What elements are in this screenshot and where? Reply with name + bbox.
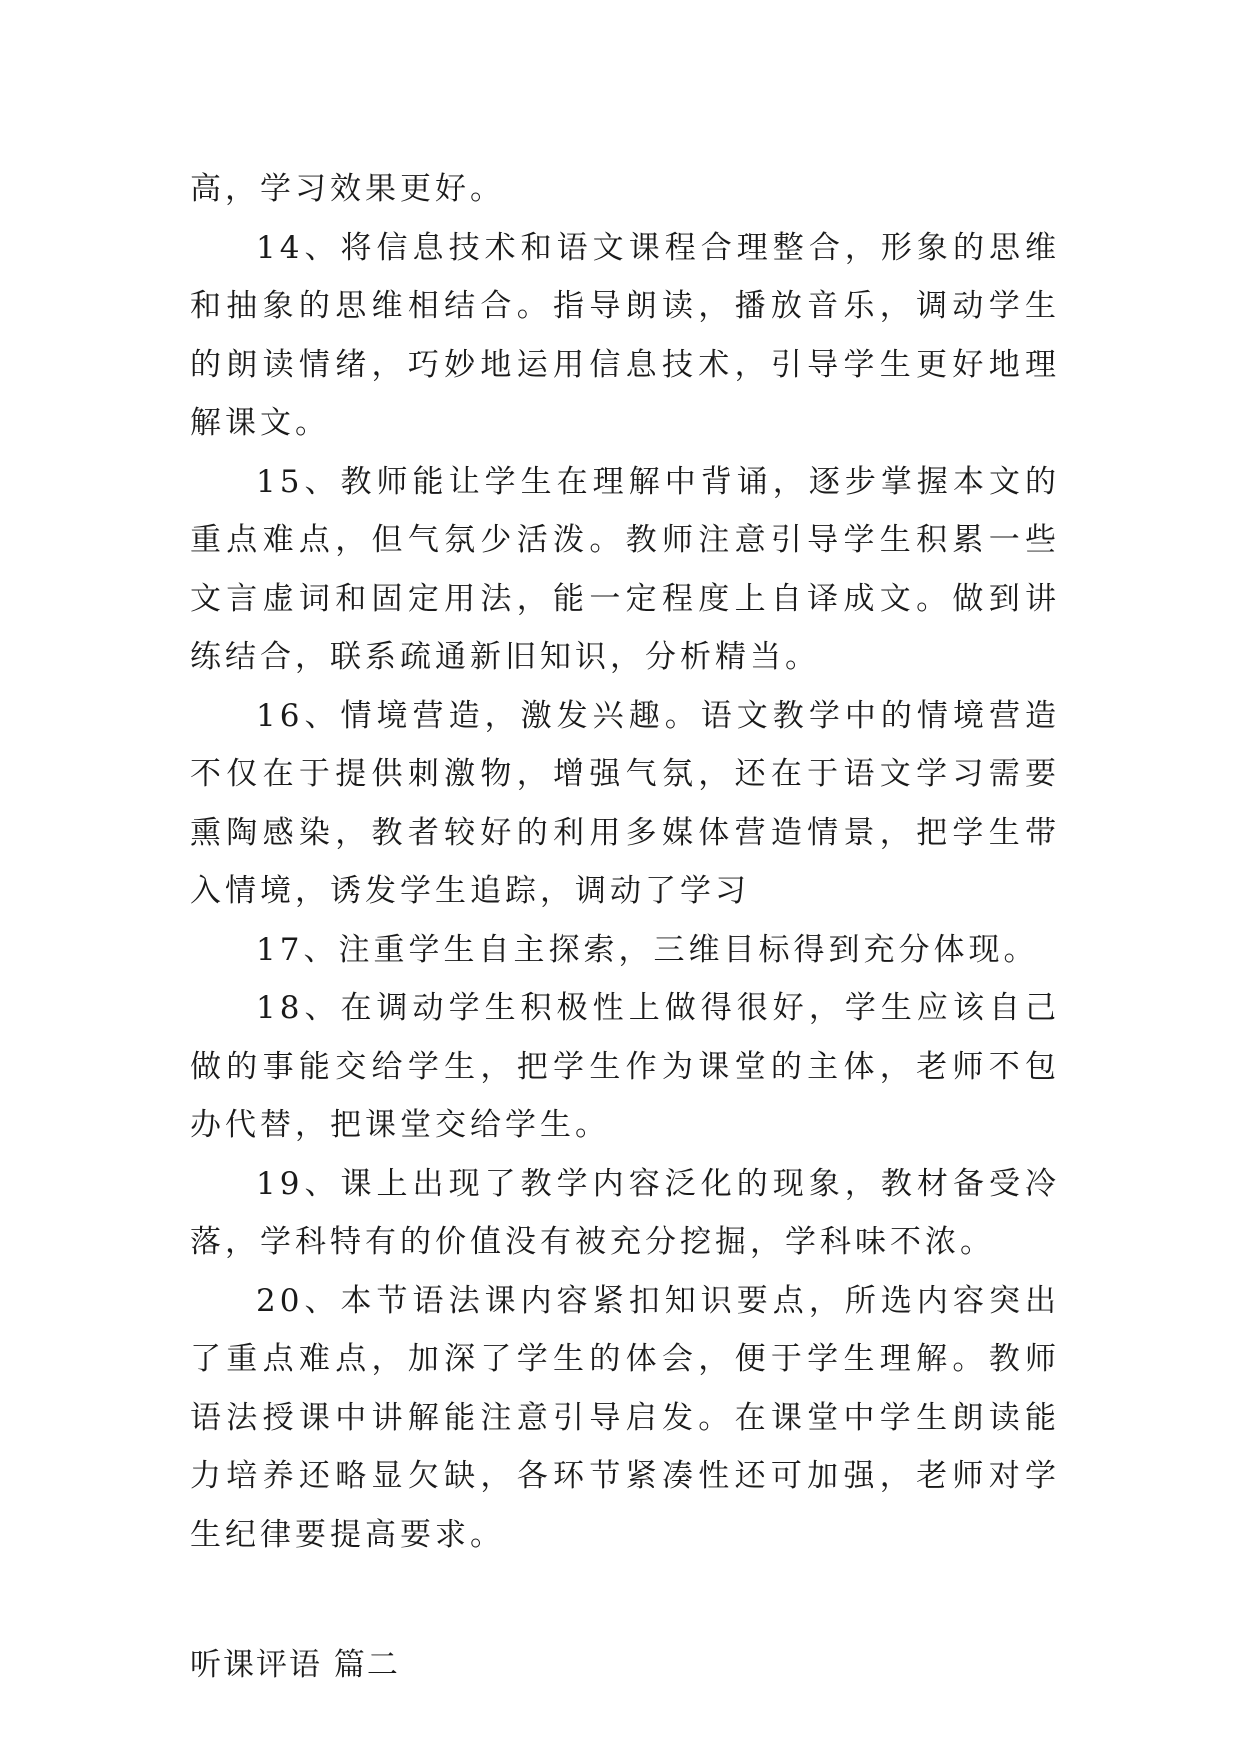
paragraph-item-15: 15、教师能让学生在理解中背诵，逐步掌握本文的重点难点，但气氛少活泼。教师注意引导学生积累一些文言虚词和固定用法，能一定程度上自译成文。做到讲练结合，联系疏通新旧知识，分析精当。 xyxy=(190,463,1060,675)
paragraph-item-16: 16、情境营造，激发兴趣。语文教学中的情境营造不仅在于提供刺激物，增强气氛，还在于语文学习需要熏陶感染，教者较好的利用多媒体营造情景，把学生带入情境，诱发学生追踪，调动了学习 xyxy=(190,697,1060,909)
document-body xyxy=(190,160,1060,1695)
paragraph-item-17: 17、注重学生自主探索，三维目标得到充分体现。 xyxy=(256,931,1039,968)
section-heading: 听课评语 篇二 xyxy=(190,1647,400,1683)
paragraph-item-18: 18、在调动学生积极性上做得很好，学生应该自己做的事能交给学生，把学生作为课堂的主体，老师不包办代替，把课堂交给学生。 xyxy=(190,990,1060,1143)
paragraph-item-20: 20、本节语法课内容紧扣知识要点，所选内容突出了重点难点，加深了学生的体会，便于学生理解。教师语法授课中讲解能注意引导启发。在课堂中学生朗读能力培养还略显欠缺，各环节紧凑性还可加强，老师对学生纪律要提高要求。 xyxy=(190,1282,1060,1553)
paragraph-item-19: 19、课上出现了教学内容泛化的现象，教材备受冷落，学科特有的价值没有被充分挖掘，学科味不浓。 xyxy=(190,1165,1060,1260)
paragraph-continuation: 高，学习效果更好。 xyxy=(190,171,505,207)
paragraph-item-14: 14、将信息技术和语文课程合理整合，形象的思维和抽象的思维相结合。指导朗读，播放音乐，调动学生的朗读情绪，巧妙地运用信息技术，引导学生更好地理解课文。 xyxy=(190,229,1060,441)
